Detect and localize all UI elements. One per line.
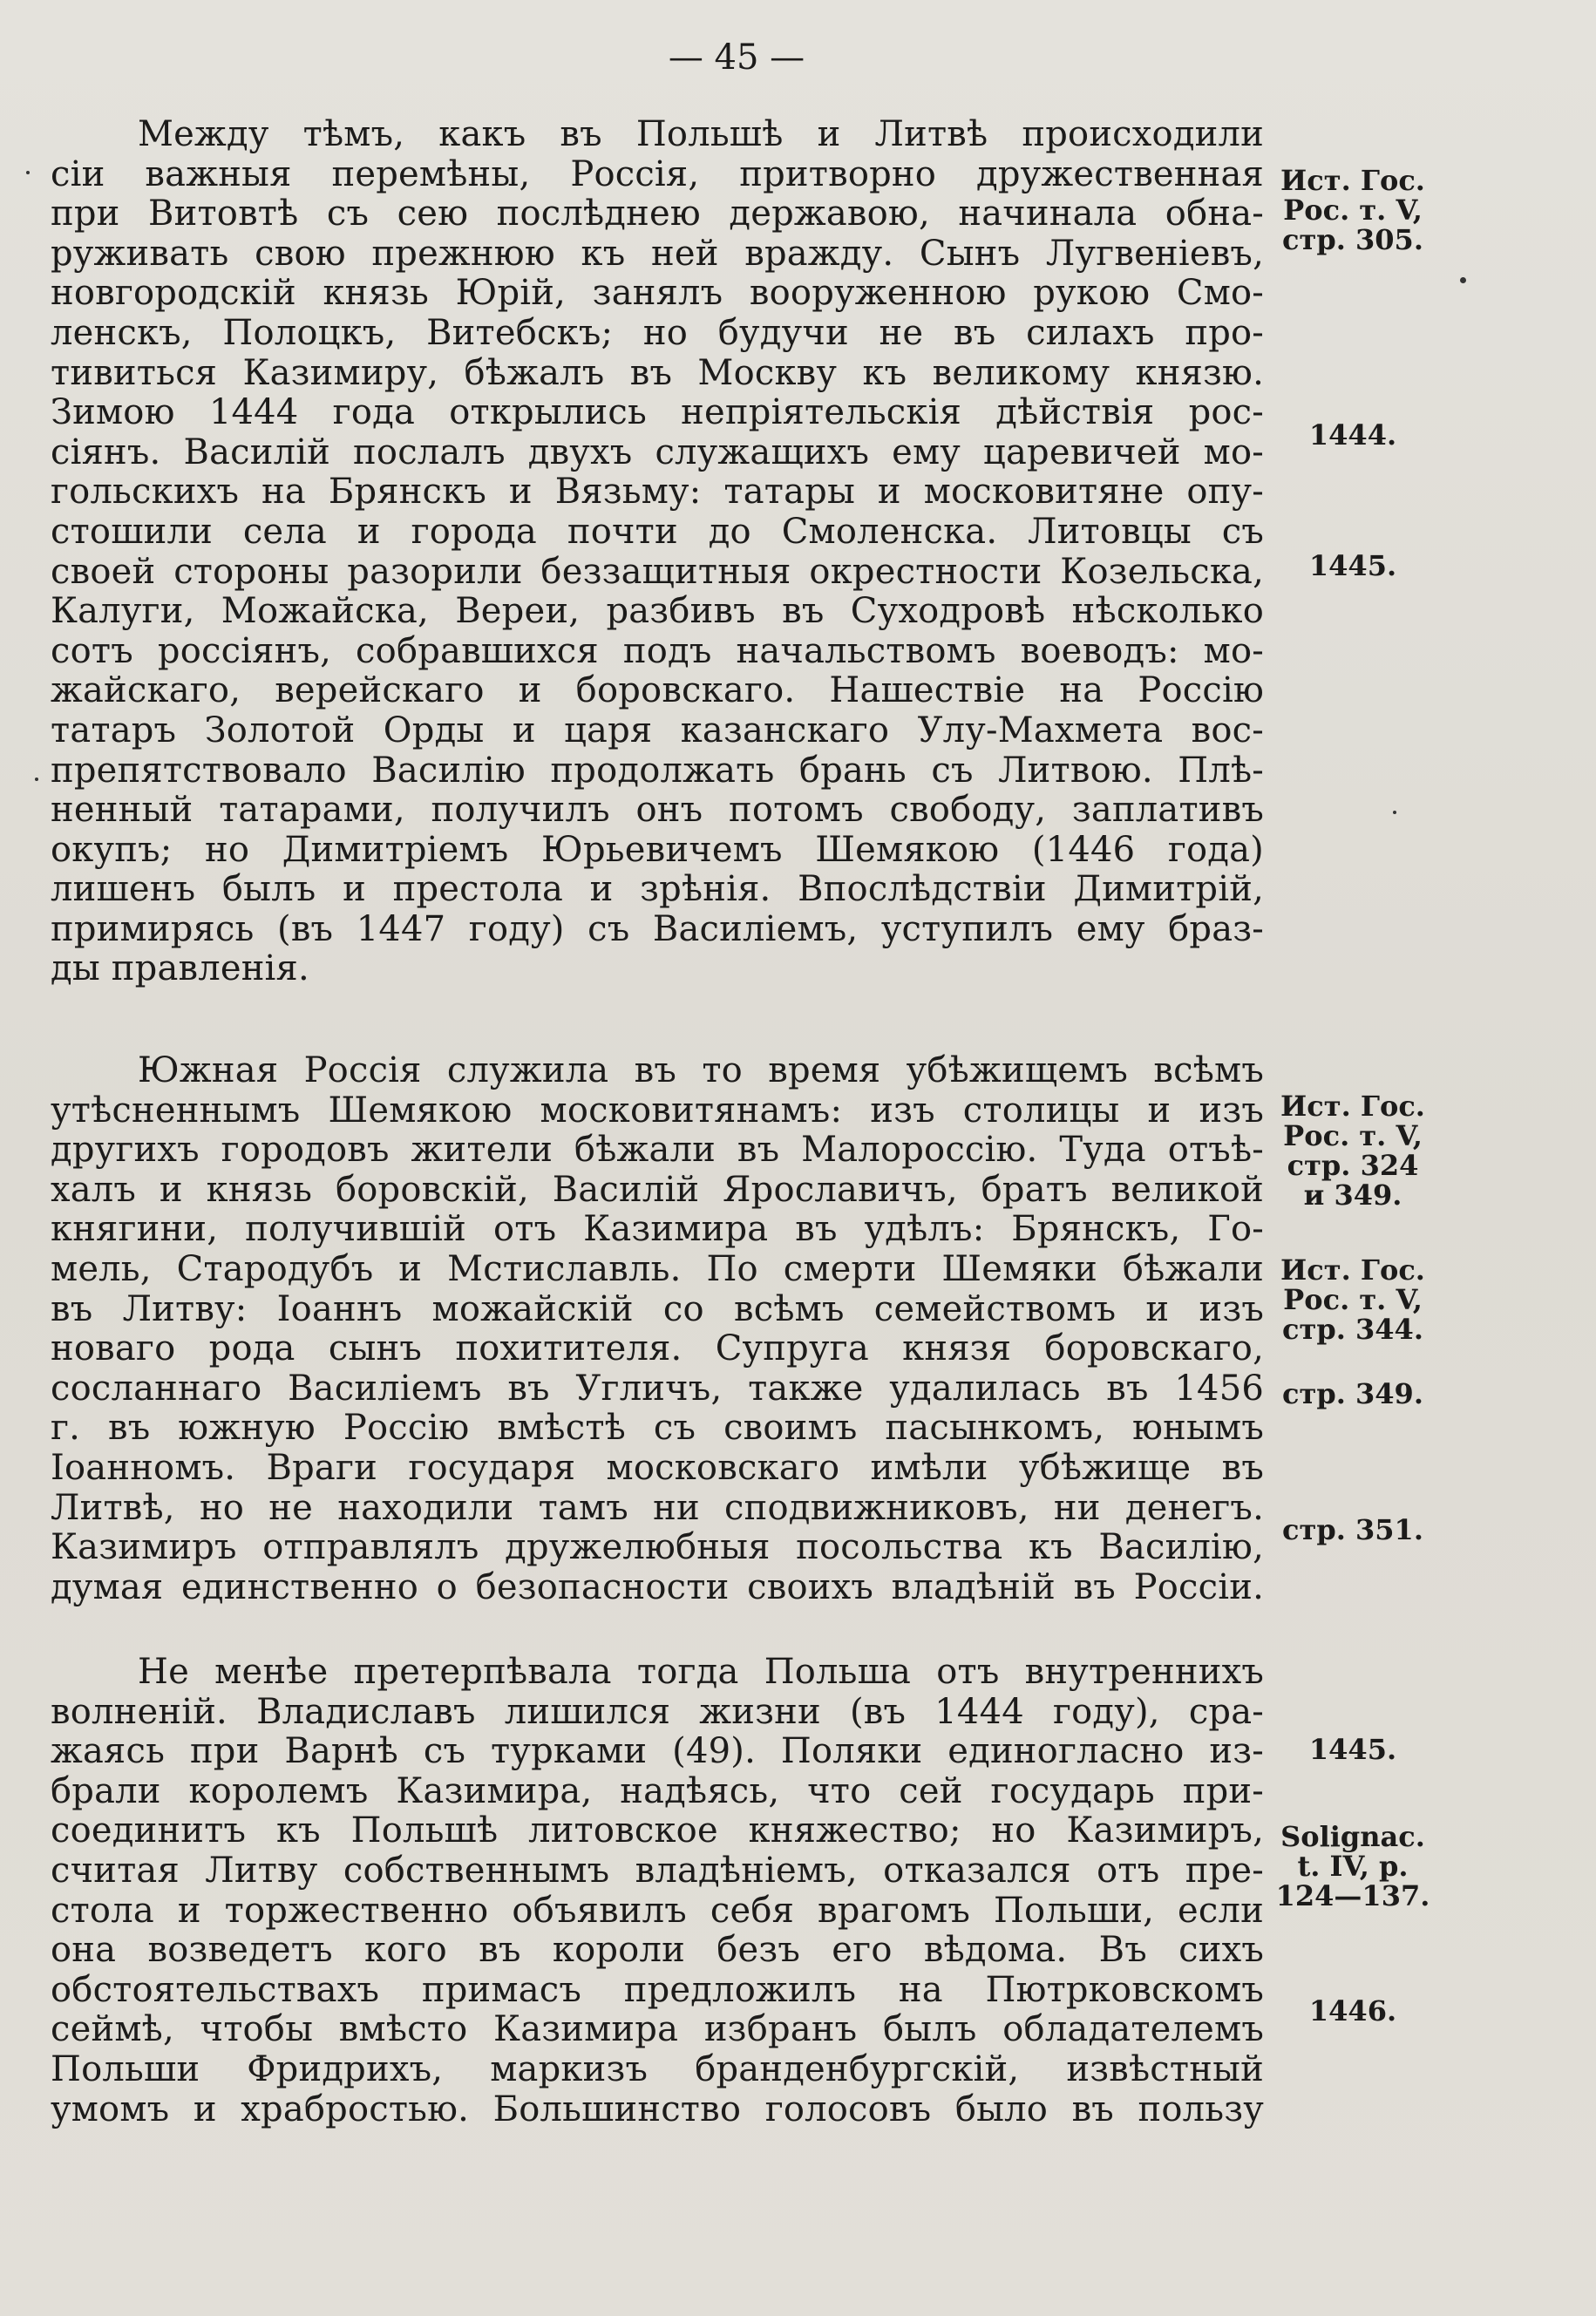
ink-speck xyxy=(1393,811,1396,814)
margin-note-line: стр. 305. xyxy=(1282,223,1423,256)
margin-note xyxy=(1266,1255,1440,1344)
margin-note-line: Ист. Гос. xyxy=(1280,1253,1425,1287)
margin-note xyxy=(1266,1091,1440,1210)
margin-note-line: 1445. xyxy=(1308,549,1397,582)
text-line: жайскаго, верейскаго и боровскаго. Нашествіе на Россію xyxy=(51,670,1264,711)
text-line: ненный татарами, получилъ онъ потомъ свободу, заплативъ xyxy=(51,790,1264,831)
margin-note-line: стр. 344. xyxy=(1282,1313,1423,1346)
margin-note-line: 1444. xyxy=(1308,418,1397,452)
text-line: татаръ Золотой Орды и царя казанскаго Улу-Махмета вос- xyxy=(51,710,1264,750)
margin-note-line: t. IV, p. xyxy=(1297,1850,1409,1883)
margin-note xyxy=(1266,1822,1440,1911)
text-line: обстоятельствахъ примасъ предложилъ на Пютрковскомъ xyxy=(51,1969,1264,2010)
text-line: она возведетъ кого въ короли безъ его вѣдома. Въ сихъ xyxy=(51,1930,1264,1971)
paragraph-3 xyxy=(51,1653,1264,2129)
text-line: жаясь при Варнѣ съ турками (49). Поляки единогласно из- xyxy=(51,1731,1264,1772)
margin-note-line: и 349. xyxy=(1303,1178,1402,1212)
margin-note-line: 1445. xyxy=(1308,1733,1397,1766)
text-line: примирясь (въ 1447 году) съ Василіемъ, уступилъ ему браз- xyxy=(51,908,1264,949)
text-line: лишенъ былъ и престола и зрѣнія. Впослѣдствіи Димитрій, xyxy=(51,869,1264,910)
text-line: Польши Фридрихъ, маркизъ бранденбургскій, извѣстный xyxy=(51,2048,1264,2089)
text-line: считая Литву собственнымъ владѣніемъ, отказался отъ пре- xyxy=(51,1850,1264,1891)
margin-note xyxy=(1266,166,1440,255)
margin-note-line: стр. 351. xyxy=(1282,1513,1423,1546)
text-line: новгородскій князь Юрій, занялъ вооруженною рукою Смо- xyxy=(51,273,1264,314)
text-line: Не менѣе претерпѣвала тогда Польша отъ внутреннихъ xyxy=(138,1652,1264,1692)
ink-speck xyxy=(35,778,38,781)
text-line: сіянъ. Василій послалъ двухъ служащихъ ему царевичей мо- xyxy=(51,431,1264,472)
text-line: сосланнаго Василіемъ въ Угличъ, также удалилась въ 1456 xyxy=(51,1368,1264,1409)
margin-note-line: Solignac. xyxy=(1280,1820,1425,1853)
text-line: при Витовтѣ съ сею послѣднею державою, начинала обна- xyxy=(51,194,1264,234)
margin-note xyxy=(1266,1379,1440,1409)
text-line: сотъ россіянъ, собравшихся подъ начальствомъ воеводъ: мо- xyxy=(51,630,1264,671)
text-line: новаго рода сынъ похитителя. Супруга князя боровскаго, xyxy=(51,1328,1264,1369)
text-line: тивиться Казимиру, бѣжалъ въ Москву къ великому князю. xyxy=(51,352,1264,393)
margin-note-line: Рос. т. V, xyxy=(1283,1283,1423,1316)
text-line: своей стороны разорили беззащитныя окрестности Козельска, xyxy=(51,551,1264,592)
text-line: мель, Стародубъ и Мстиславль. По смерти Шемяки бѣжали xyxy=(51,1248,1264,1289)
text-line: Между тѣмъ, какъ въ Польшѣ и Литвѣ происходили xyxy=(138,114,1264,154)
margin-note-line: 124—137. xyxy=(1275,1879,1430,1912)
text-line: Южная Россія служила въ то время убѣжищемъ всѣмъ xyxy=(138,1050,1264,1090)
margin-note-line: стр. 349. xyxy=(1282,1377,1423,1410)
page-number: — 45 — xyxy=(668,37,805,78)
margin-note-line: Рос. т. V, xyxy=(1283,194,1423,227)
text-line: княгини, получившій отъ Казимира въ удѣлъ: Брянскъ, Го- xyxy=(51,1209,1264,1250)
text-line: Іоанномъ. Враги государя московскаго имѣли убѣжище въ xyxy=(51,1447,1264,1488)
text-line: умомъ и храбростью. Большинство голосовъ было въ пользу xyxy=(51,2088,1264,2129)
text-line: халъ и князь боровскій, Василій Ярославичъ, братъ великой xyxy=(51,1169,1264,1210)
text-line: Литвѣ, но не находили тамъ ни сподвижниковъ, ни денегъ. xyxy=(51,1487,1264,1528)
text-line: другихъ городовъ жители бѣжали въ Малороссію. Туда отъѣ- xyxy=(51,1130,1264,1171)
text-line: Калуги, Можайска, Вереи, разбивъ въ Суходровѣ нѣсколько xyxy=(51,591,1264,632)
margin-note-line: Рос. т. V, xyxy=(1283,1119,1423,1152)
text-line: г. въ южную Россію вмѣстѣ съ своимъ пасынкомъ, юнымъ xyxy=(51,1408,1264,1449)
paragraph-2 xyxy=(51,1051,1264,1607)
text-line: сеймѣ, чтобы вмѣсто Казимира избранъ былъ обладателемъ xyxy=(51,2009,1264,2050)
text-line: гольскихъ на Брянскъ и Вязьму: татары и московитяне опу- xyxy=(51,472,1264,513)
text-line: брали королемъ Казимира, надѣясь, что сей государь при- xyxy=(51,1770,1264,1811)
margin-note xyxy=(1266,1996,1440,2026)
text-line: ды правленія. xyxy=(51,948,309,989)
text-line: Казимиръ отправлялъ дружелюбныя посольства къ Василію, xyxy=(51,1527,1264,1568)
text-line: препятствовало Василію продолжать брань съ Литвою. Плѣ- xyxy=(51,750,1264,791)
text-line: ленскъ, Полоцкъ, Витебскъ; но будучи не въ силахъ про- xyxy=(51,312,1264,353)
text-line: утѣсненнымъ Шемякою московитянамъ: изъ столицы и изъ xyxy=(51,1090,1264,1131)
text-line: окупъ; но Димитріемъ Юрьевичемъ Шемякою (1446 года) xyxy=(51,829,1264,870)
margin-note xyxy=(1266,1735,1440,1764)
text-line: руживать свою прежнюю къ ней вражду. Сынъ Лугвеніевъ, xyxy=(51,233,1264,274)
margin-note-line: Ист. Гос. xyxy=(1280,164,1425,197)
text-line: волненій. Владиславъ лишился жизни (въ 1444 году), сра- xyxy=(51,1691,1264,1732)
text-line: стола и торжественно объявилъ себя врагомъ Польши, если xyxy=(51,1890,1264,1931)
text-line: Зимою 1444 года открылись непріятельскія дѣйствія рос- xyxy=(51,392,1264,433)
ink-speck xyxy=(1460,277,1466,283)
margin-note-line: Ист. Гос. xyxy=(1280,1090,1425,1123)
margin-note-line: 1446. xyxy=(1308,1994,1397,2027)
margin-note xyxy=(1266,551,1440,581)
margin-note xyxy=(1266,420,1440,450)
ink-speck xyxy=(26,171,30,174)
text-line: сіи важныя перемѣны, Россія, притворно дружественная xyxy=(51,153,1264,194)
margin-note-line: стр. 324 xyxy=(1287,1149,1419,1182)
margin-note xyxy=(1266,1515,1440,1545)
text-line: думая единственно о безопасности своихъ владѣній въ Россіи. xyxy=(51,1566,1264,1607)
paragraph-1 xyxy=(51,115,1264,989)
text-line: въ Литву: Іоаннъ можайскій со всѣмъ семействомъ и изъ xyxy=(51,1288,1264,1329)
text-line: соединитъ къ Польшѣ литовское княжество; но Казимиръ, xyxy=(51,1810,1264,1851)
text-line: стошили села и города почти до Смоленска. Литовцы съ xyxy=(51,511,1264,552)
